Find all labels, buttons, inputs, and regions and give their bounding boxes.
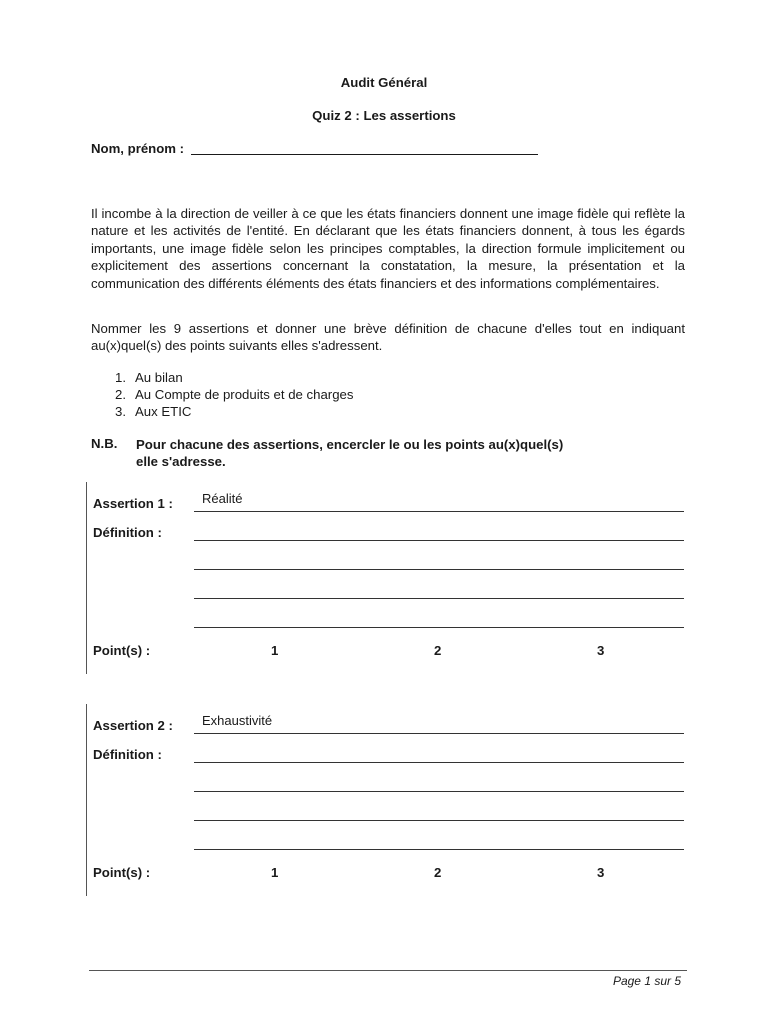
list-item: 3. Aux ETIC [115,404,192,420]
definition-1-line[interactable] [194,569,684,570]
definition-1-line[interactable] [194,598,684,599]
point-option-2[interactable]: 2 [434,643,442,658]
assertion-2-label: Assertion 2 : [93,718,173,733]
definition-1-line[interactable] [194,627,684,628]
nb-label: N.B. [91,436,118,451]
assertion-1-answer-line[interactable] [194,511,684,512]
definition-2-line[interactable] [194,762,684,763]
nb-text: Pour chacune des assertions, encercler le ou les points au(x)quel(s) elle s'adresse. [136,437,564,469]
name-field-line[interactable] [191,154,538,155]
definition-2-line[interactable] [194,791,684,792]
assertion-2-left-bar [86,704,87,896]
instruction-paragraph: Nommer les 9 assertions et donner une brève définition de chacune d'elles tout en indiquant au(x)quel(s) des points suivants elles s'adressent. [91,321,685,354]
name-label: Nom, prénom : [91,141,185,156]
assertion-2-answer-line[interactable] [194,733,684,734]
assertion-1-left-bar [86,482,87,674]
point-option-3[interactable]: 3 [597,643,605,658]
point-option-3[interactable]: 3 [597,865,605,880]
definition-2-line[interactable] [194,849,684,850]
point-option-1[interactable]: 1 [271,643,279,658]
points-2-label: Point(s) : [93,865,151,880]
doc-subtitle: Quiz 2 : Les assertions [312,108,456,123]
list-item: 1. Au bilan [115,370,183,385]
definition-2-line[interactable] [194,820,684,821]
footer-divider [89,970,687,971]
page-number: Page 1 sur 5 [612,974,681,988]
points-1-label: Point(s) : [93,643,151,658]
doc-title: Audit Général [340,75,428,90]
points-list [115,369,353,421]
assertion-1-answer[interactable]: Réalité [202,491,243,506]
definition-1-label: Définition : [93,525,162,540]
list-item: 2. Au Compte de produits et de charges [115,387,354,403]
definition-1-line[interactable] [194,540,684,541]
definition-2-label: Définition : [93,747,162,762]
assertion-1-label: Assertion 1 : [93,496,173,511]
intro-paragraph: Il incombe à la direction de veiller à ce que les états financiers donnent une image fidèle qui reflète la nature et les activités de l'entité. En déclarant que les états financiers donnent, à tous les égards importants, une image fidèle selon les principes comptables, la direction formule implicitement ou explicitement des assertions concernant la constatation, la mesure, la présentation et la communication des différents éléments des états financiers et des informations complémentaires. [91,206,685,291]
point-option-1[interactable]: 1 [271,865,279,880]
point-option-2[interactable]: 2 [434,865,442,880]
assertion-2-answer[interactable]: Exhaustivité [202,713,273,728]
